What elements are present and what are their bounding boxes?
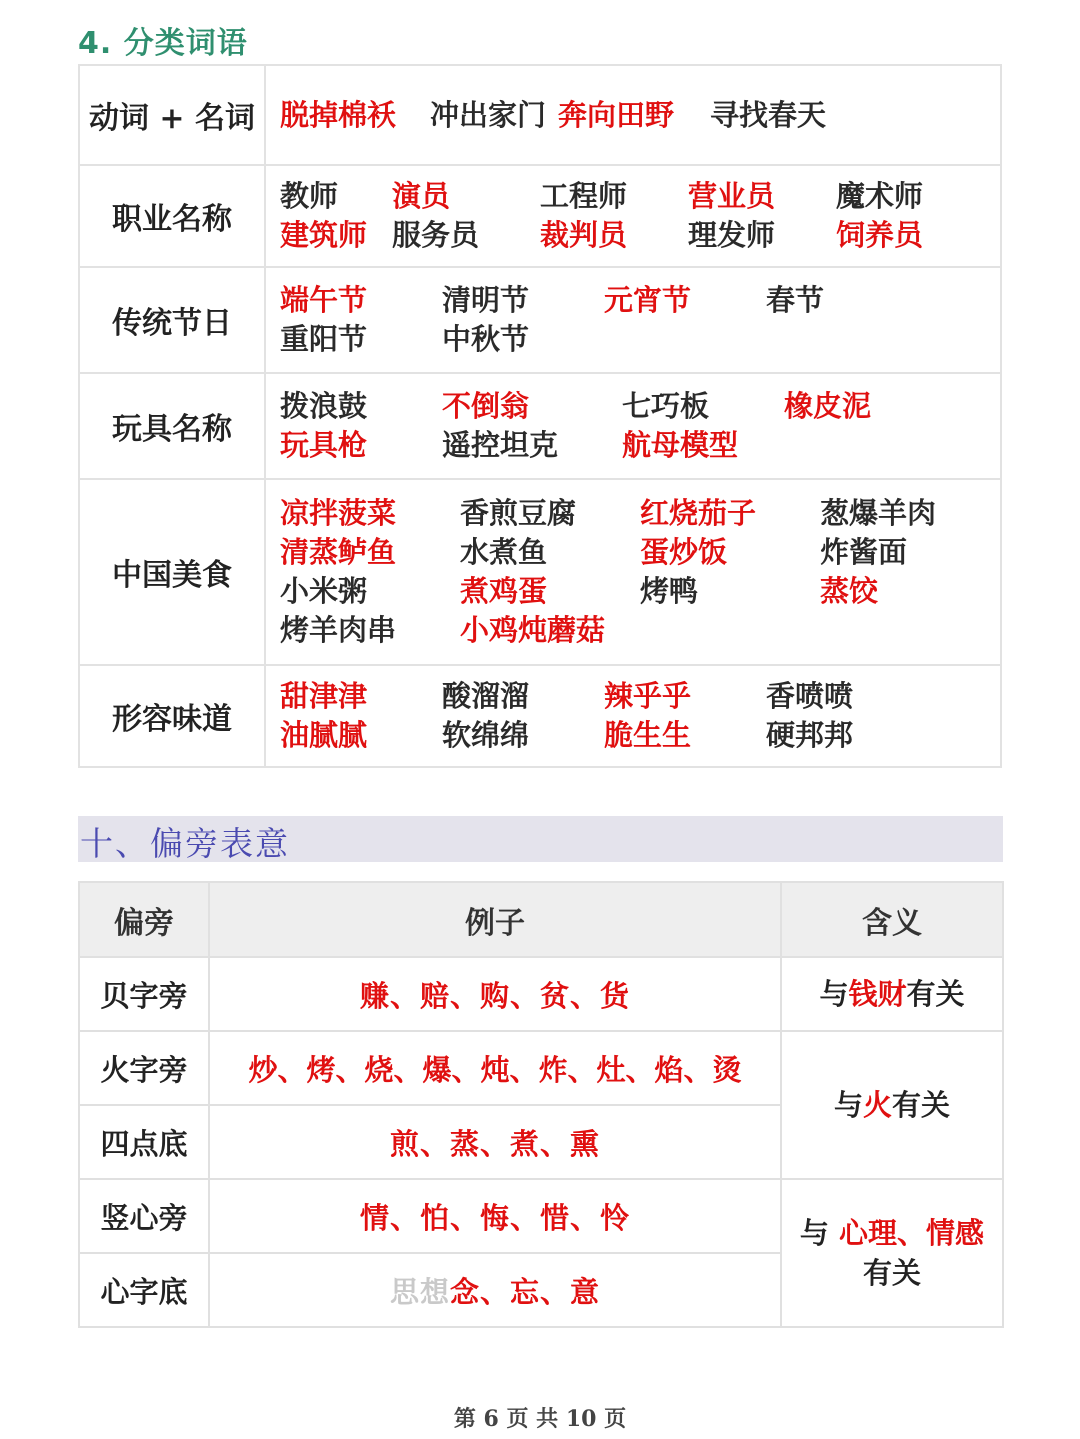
word-item: 工程师 bbox=[540, 179, 628, 213]
word-item: 教师 bbox=[280, 179, 339, 213]
word-item: 红烧茄子 bbox=[640, 496, 757, 530]
radical-cell: 贝字旁 bbox=[79, 957, 209, 1031]
word-line bbox=[280, 677, 1000, 716]
word-item: 春节 bbox=[766, 283, 825, 317]
word-item: 清明节 bbox=[442, 283, 530, 317]
examples-cell: 情、怕、悔、惜、怜 bbox=[209, 1179, 781, 1253]
word-item: 端午节 bbox=[280, 283, 368, 317]
word-line bbox=[280, 716, 1000, 755]
word-item: 炸酱面 bbox=[820, 535, 908, 569]
word-line bbox=[280, 320, 1000, 359]
table-row bbox=[79, 665, 1001, 767]
radical-meaning-table bbox=[78, 881, 1004, 1328]
table-row bbox=[79, 957, 1003, 1031]
word-item: 凉拌菠菜 bbox=[280, 496, 397, 530]
word-item: 营业员 bbox=[688, 179, 776, 213]
word-line bbox=[280, 426, 1000, 465]
section-title-radicals: 十、偏旁表意 bbox=[80, 824, 290, 863]
word-item: 中秋节 bbox=[442, 322, 530, 356]
word-item: 葱爆羊肉 bbox=[820, 496, 937, 530]
word-item: 蒸饺 bbox=[820, 574, 879, 608]
table-row bbox=[79, 479, 1001, 665]
table-row bbox=[79, 1179, 1003, 1253]
word-line bbox=[280, 533, 1000, 572]
examples-cell: 思想念、忘、意 bbox=[209, 1253, 781, 1327]
radical-cell: 竖心旁 bbox=[79, 1179, 209, 1253]
category-cell: 形容味道 bbox=[79, 665, 265, 767]
radical-cell: 四点底 bbox=[79, 1105, 209, 1179]
examples-cell: 炒、烤、烧、爆、炖、炸、灶、焰、烫 bbox=[209, 1031, 781, 1105]
word-item: 遥控坦克 bbox=[442, 428, 559, 462]
word-item: 七巧板 bbox=[622, 389, 710, 423]
word-item: 软绵绵 bbox=[442, 718, 530, 752]
words-cell bbox=[265, 267, 1001, 373]
words-cell bbox=[265, 665, 1001, 767]
word-item: 演员 bbox=[392, 179, 451, 213]
faded-characters: 思想 bbox=[389, 1274, 450, 1309]
word-item: 水煮鱼 bbox=[460, 535, 548, 569]
word-item: 煮鸡蛋 bbox=[460, 574, 548, 608]
table-row bbox=[79, 1031, 1003, 1105]
word-item: 重阳节 bbox=[280, 322, 368, 356]
meaning-cell: 与火有关 bbox=[781, 1031, 1003, 1179]
section-banner bbox=[78, 816, 1003, 862]
header-meaning: 含义 bbox=[781, 882, 1003, 957]
table-row bbox=[79, 65, 1001, 165]
word-item: 香煎豆腐 bbox=[460, 496, 577, 530]
category-cell: 中国美食 bbox=[79, 479, 265, 665]
word-item: 橡皮泥 bbox=[784, 389, 872, 423]
table-header-row bbox=[79, 882, 1003, 957]
word-item: 烤羊肉串 bbox=[280, 613, 397, 647]
header-radical: 偏旁 bbox=[79, 882, 209, 957]
word-item: 甜津津 bbox=[280, 679, 368, 713]
word-item: 元宵节 bbox=[604, 283, 692, 317]
word-line bbox=[280, 96, 1000, 135]
table-row bbox=[79, 373, 1001, 479]
word-item: 服务员 bbox=[392, 218, 480, 252]
category-cell: 动词 + 名词 bbox=[79, 65, 265, 165]
word-item: 烤鸭 bbox=[640, 574, 699, 608]
word-item: 理发师 bbox=[688, 218, 776, 252]
word-item: 玩具枪 bbox=[280, 428, 368, 462]
category-cell: 传统节日 bbox=[79, 267, 265, 373]
meaning-cell: 与 心理、情感 有关 bbox=[781, 1179, 1003, 1327]
word-classification-table bbox=[78, 64, 1002, 768]
words-cell bbox=[265, 479, 1001, 665]
word-line bbox=[280, 611, 1000, 650]
word-line bbox=[280, 216, 1000, 255]
word-item: 航母模型 bbox=[622, 428, 739, 462]
word-line bbox=[280, 177, 1000, 216]
examples-cell: 煎、蒸、煮、熏 bbox=[209, 1105, 781, 1179]
table-row bbox=[79, 267, 1001, 373]
category-cell: 玩具名称 bbox=[79, 373, 265, 479]
word-item: 油腻腻 bbox=[280, 718, 368, 752]
word-item: 裁判员 bbox=[540, 218, 628, 252]
word-item: 魔术师 bbox=[836, 179, 924, 213]
word-item: 拨浪鼓 bbox=[280, 389, 368, 423]
words-cell bbox=[265, 65, 1001, 165]
table-row bbox=[79, 165, 1001, 267]
word-item: 奔向田野 bbox=[558, 97, 675, 132]
word-line bbox=[280, 281, 1000, 320]
word-item: 香喷喷 bbox=[766, 679, 854, 713]
page-footer: 第 6 页 共 10 页 bbox=[453, 1406, 627, 1432]
word-item: 脆生生 bbox=[604, 718, 692, 752]
meaning-cell: 与钱财有关 bbox=[781, 957, 1003, 1031]
radical-cell: 心字底 bbox=[79, 1253, 209, 1327]
word-item: 清蒸鲈鱼 bbox=[280, 535, 397, 569]
word-item: 冲出家门 bbox=[430, 97, 547, 132]
word-item: 蛋炒饭 bbox=[640, 535, 728, 569]
word-item: 不倒翁 bbox=[442, 389, 530, 423]
word-item: 辣乎乎 bbox=[604, 679, 692, 713]
word-item: 酸溜溜 bbox=[442, 679, 530, 713]
word-item: 小鸡炖蘑菇 bbox=[460, 613, 606, 647]
word-item: 寻找春天 bbox=[710, 97, 827, 132]
word-item: 饲养员 bbox=[836, 218, 924, 252]
words-cell bbox=[265, 373, 1001, 479]
words-cell bbox=[265, 165, 1001, 267]
word-line bbox=[280, 387, 1000, 426]
word-line bbox=[280, 572, 1000, 611]
category-cell: 职业名称 bbox=[79, 165, 265, 267]
word-line bbox=[280, 494, 1000, 533]
examples-cell: 赚、赔、购、贫、货 bbox=[209, 957, 781, 1031]
word-item: 硬邦邦 bbox=[766, 718, 854, 752]
word-item: 脱掉棉袄 bbox=[280, 97, 397, 132]
header-examples: 例子 bbox=[209, 882, 781, 957]
word-item: 小米粥 bbox=[280, 574, 368, 608]
section-title-classified-words: 4. 分类词语 bbox=[78, 26, 248, 61]
radical-cell: 火字旁 bbox=[79, 1031, 209, 1105]
word-item: 建筑师 bbox=[280, 218, 368, 252]
